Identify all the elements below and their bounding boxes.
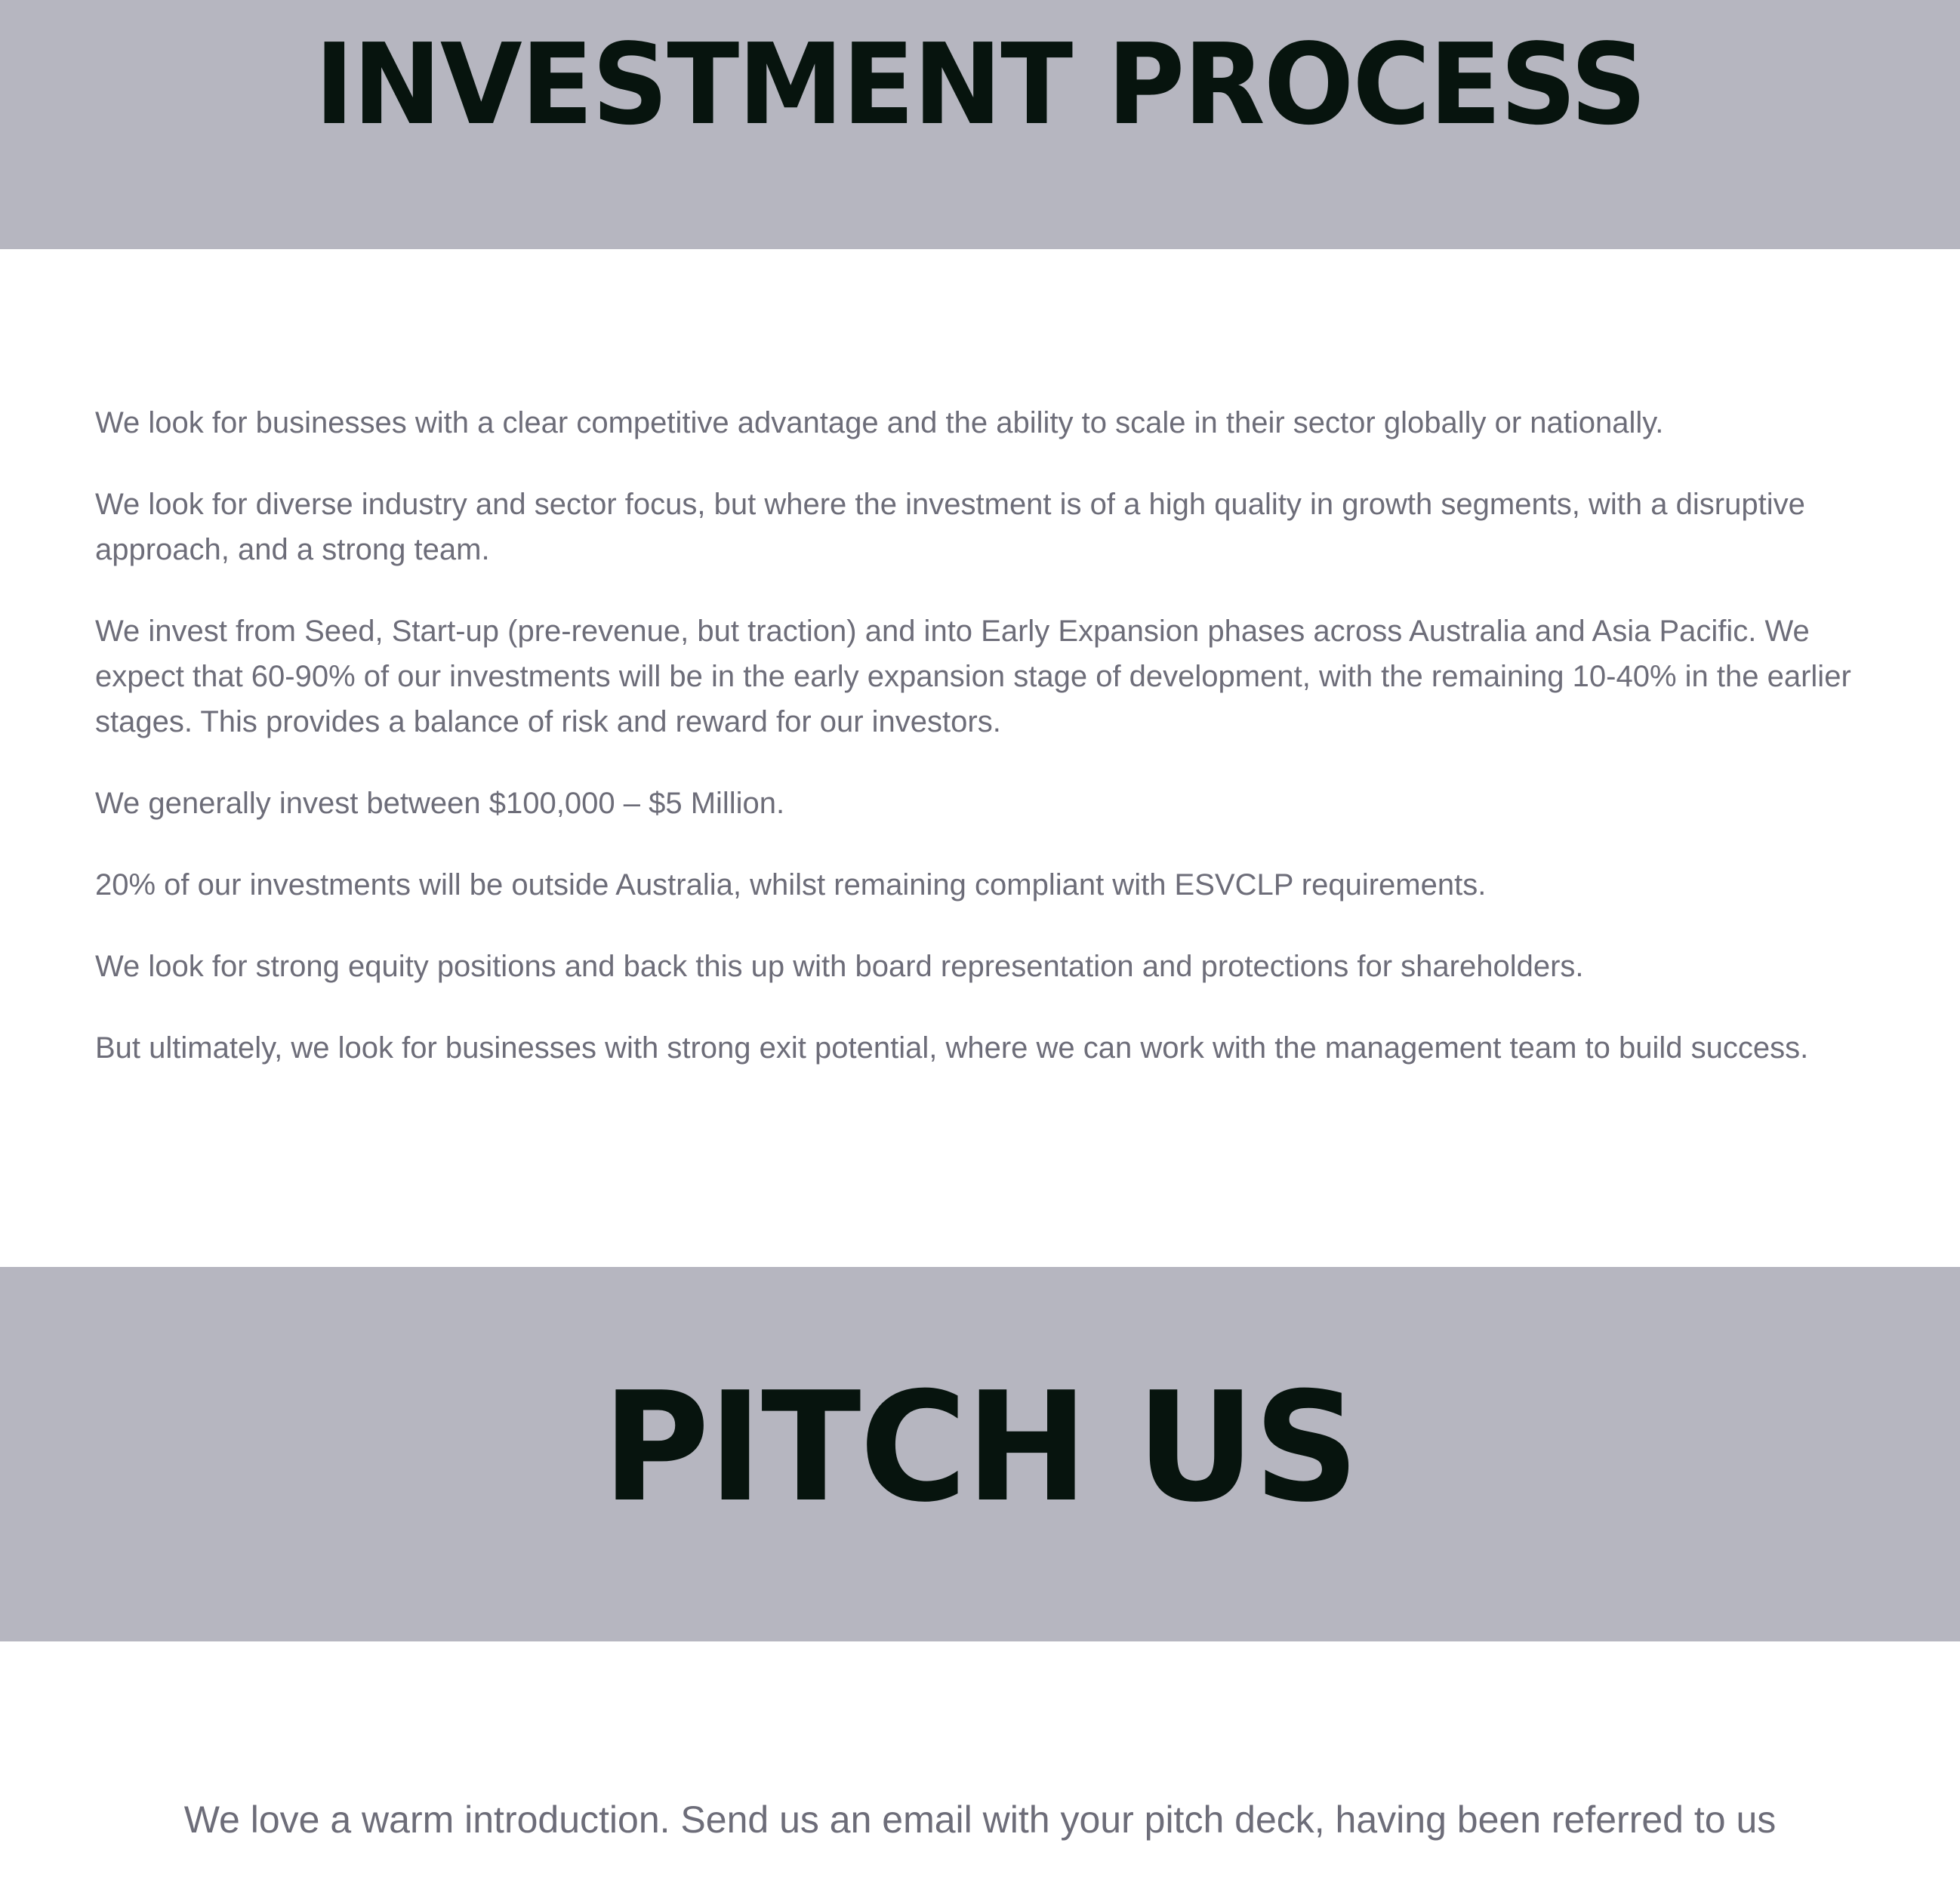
- paragraph-competitive-advantage: We look for businesses with a clear competitive advantage and the ability to scale in their sector globally or nationally.: [95, 406, 1664, 439]
- paragraph-sector-focus: We look for diverse industry and sector focus, but where the investment is of a high quality in growth segments, with a disruptive approach, and a strong team.: [95, 488, 1805, 566]
- investment-process-body: [95, 400, 1877, 1107]
- pitch-us-intro: We love a warm introduction. Send us an email with your pitch deck, having been referred to us: [183, 1798, 1777, 1841]
- paragraph-exit-potential: But ultimately, we look for businesses with strong exit potential, where we can work with the management team to build success.: [95, 1031, 1809, 1065]
- pitch-us-title: PITCH US: [602, 1360, 1358, 1536]
- paragraph-investment-range: We generally invest between $100,000 – $5 Million.: [95, 787, 785, 820]
- paragraph-investment-stages: We invest from Seed, Start-up (pre-revenue, but traction) and into Early Expansion phases across Australia and Asia Pacific. We expect that 60-90% of our investments will be in the early expansion stage of development, with the remaining 10-40% in the earlier stages. This provides a balance of risk and reward for our investors.: [95, 615, 1851, 738]
- investment-process-title: INVESTMENT PROCESS: [314, 20, 1646, 149]
- paragraph-outside-australia: 20% of our investments will be outside Australia, whilst remaining compliant with ESVCLP requirements.: [95, 868, 1487, 902]
- paragraph-equity-positions: We look for strong equity positions and back this up with board representation and protections for shareholders.: [95, 950, 1584, 983]
